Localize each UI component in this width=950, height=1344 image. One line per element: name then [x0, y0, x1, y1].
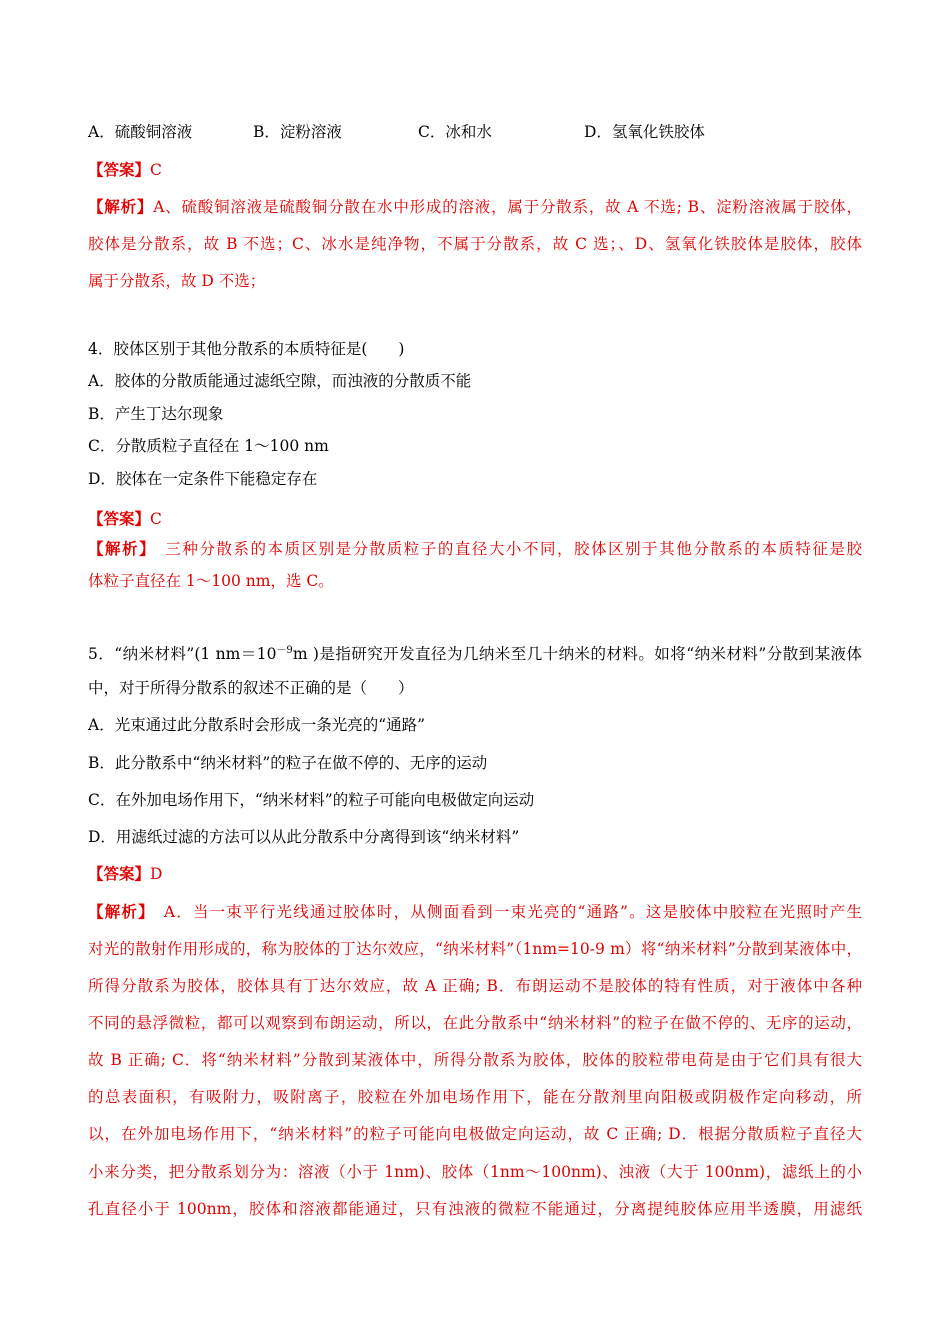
q5-analysis-line-2: 对光的散射作用形成的，称为胶体的丁达尔效应，“纳米材料”（1nm=10-9 m）将“纳米材料”分散到某液体中， — [88, 940, 862, 958]
q3-option-c: C．冰和水 — [418, 123, 492, 141]
q4-option-b: B．产生丁达尔现象 — [88, 405, 224, 423]
q5-analysis-line-1: 【解析】 A．当一束平行光线通过胶体时，从侧面看到一束光亮的“通路”。这是胶体中胶粒在光照时产生 — [88, 902, 862, 921]
answer-value: C — [150, 161, 162, 179]
q5-analysis-line-6: 的总表面积，有吸附力，吸附离子，胶粒在外加电场作用下，能在分散剂里向阳极或阴极作定向移动，所 — [88, 1088, 862, 1106]
q4-option-a: A．胶体的分散质能通过滤纸空隙，而浊液的分散质不能 — [88, 372, 472, 390]
q3-analysis-line-1: 【解析】A、硫酸铜溶液是硫酸铜分散在水中形成的溶液，属于分散系，故 A 不选; B、淀粉溶液属于胶体， — [88, 197, 862, 216]
answer-tag: 【答案】 — [88, 160, 151, 179]
q3-option-d: D．氢氧化铁胶体 — [584, 123, 705, 141]
q5-option-b: B．此分散系中“纳米材料”的粒子在做不停的、无序的运动 — [88, 754, 488, 772]
q5-analysis-line-7: 以，在外加电场作用下，“纳米材料”的粒子可能向电极做定向运动，故 C 正确; D．根据分散质粒子直径大 — [88, 1125, 862, 1143]
q5-option-c: C．在外加电场作用下，“纳米材料”的粒子可能向电极做定向运动 — [88, 791, 535, 809]
q3-answer — [88, 160, 162, 180]
q3-option-a: A．硫酸铜溶液 — [88, 123, 193, 141]
q4-analysis-line-1: 【解析】 三种分散系的本质区别是分散质粒子的直径大小不同，胶体区别于其他分散系的本质特征是胶 — [88, 539, 862, 558]
q5-answer: 【答案】D — [88, 864, 163, 883]
q3-option-b: B．淀粉溶液 — [253, 123, 342, 141]
q4-option-d: D．胶体在一定条件下能稳定存在 — [88, 470, 318, 488]
q5-analysis-line-4: 不同的悬浮微粒，都可以观察到布朗运动，所以，在此分散系中“纳米材料”的粒子在做不停的、无序的运动， — [88, 1014, 862, 1032]
q5-analysis-line-3: 所得分散系为胶体，胶体具有丁达尔效应，故 A 正确; B．布朗运动不是胶体的特有性质，对于液体中各种 — [88, 977, 862, 995]
q3-analysis-line-3: 属于分散系，故 D 不选； — [88, 272, 266, 290]
q5-stem-line-1: 5．“纳米材料”(1 $nm=10^{-9}m$ )是指研究开发直径为几纳米至几十纳米的材料。如将“纳米材料”分散到某液体 — [88, 645, 862, 663]
q5-option-a: A．光束通过此分散系时会形成一条光亮的“通路” — [88, 716, 426, 734]
q4-option-c: C．分散质粒子直径在 1～100 nm — [88, 437, 329, 455]
q3-analysis-line-2: 胶体是分散系，故 B 不选；C、冰水是纯净物，不属于分散系，故 C 选；、D、氢氧化铁胶体是胶体，胶体 — [88, 235, 862, 253]
q5-analysis-line-8: 小来分类，把分散系划分为：溶液（小于 1nm)、胶体（1nm～100nm)、浊液（大于 100nm)，滤纸上的小 — [88, 1163, 862, 1181]
q5-analysis-line-9: 孔直径小于 100nm，胶体和溶液都能通过，只有浊液的微粒不能通过，分离提纯胶体应用半透膜，用滤纸 — [88, 1200, 862, 1218]
q5-analysis-line-5: 故 B 正确; C．将“纳米材料”分散到某液体中，所得分散系为胶体，胶体的胶粒带电荷是由于它们具有很大 — [88, 1051, 862, 1069]
q4-analysis-line-2: 体粒子直径在 1～100 nm，选 C。 — [88, 572, 334, 590]
q5-option-d: D．用滤纸过滤的方法可以从此分散系中分离得到该“纳米材料” — [88, 828, 520, 846]
q4-answer: 【答案】C — [88, 509, 162, 528]
analysis-tag: 【解析】 — [88, 197, 154, 216]
q4-stem: 4．胶体区别于其他分散系的本质特征是( ) — [88, 340, 405, 358]
q5-stem-line-2: 中，对于所得分散系的叙述不正确的是（ ） — [88, 679, 414, 697]
